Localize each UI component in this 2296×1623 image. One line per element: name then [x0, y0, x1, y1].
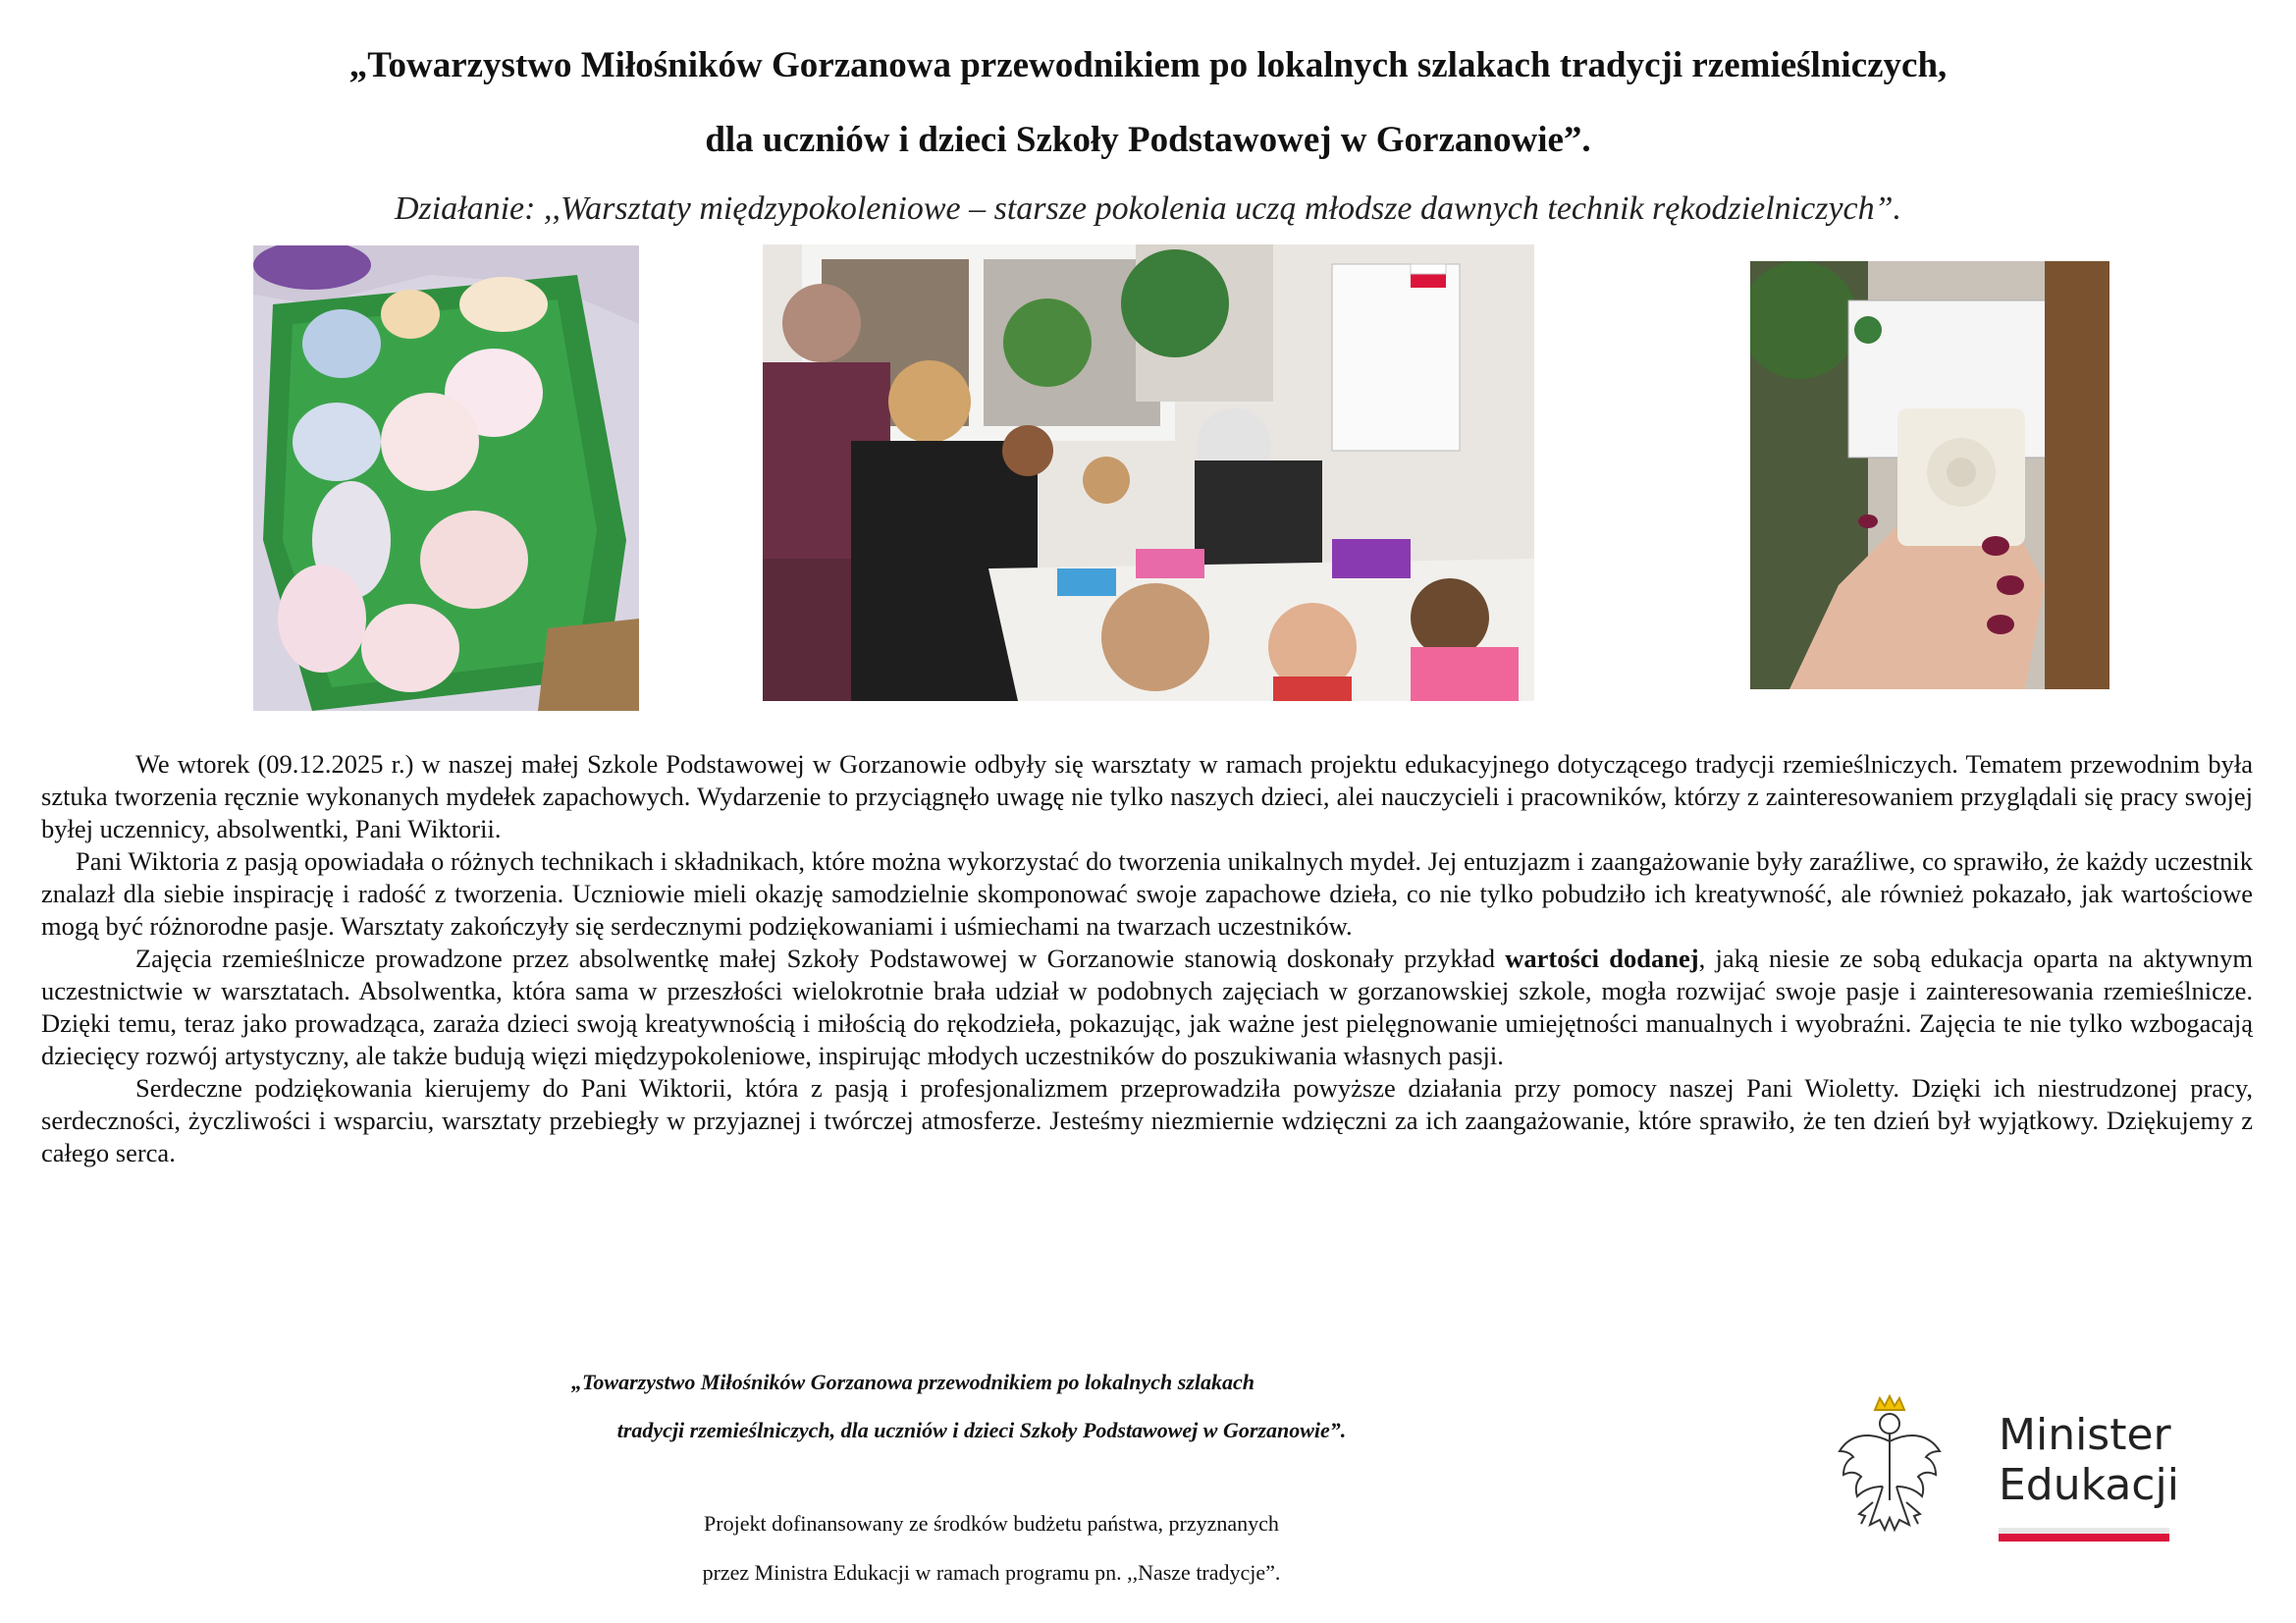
logo-text-edukacji: Edukacji	[1999, 1460, 2179, 1510]
document-title-line-2: dla uczniów i dzieci Szkoły Podstawowej w Gorzanowie”.	[705, 120, 1591, 160]
polish-eagle-icon	[1836, 1392, 1944, 1544]
paragraph-3	[41, 943, 2253, 1072]
flag-red-stripe	[1999, 1534, 2169, 1542]
paragraph-3-start: Zajęcia rzemieślnicze prowadzone przez absolwentkę małej Szkoły Podstawowej w Gorzanowie stanowią doskonały przykład	[135, 944, 1506, 973]
handmade-soap-in-hand-photo	[1750, 261, 2109, 689]
action-subtitle: Działanie: ,,Warsztaty międzypokoleniowe – starsze pokolenia uczą młodsze dawnych technik rękodzielniczych”.	[394, 190, 1902, 227]
logo-text-minister: Minister	[1999, 1410, 2171, 1460]
footer-project-line-2: tradycji rzemieślniczych, dla uczniów i dzieci Szkoły Podstawowej w Gorzanowie”.	[616, 1418, 1347, 1442]
footer-funding-line-2: przez Ministra Edukacji w ramach programu pn. ,,Nasze tradycje”.	[702, 1560, 1281, 1585]
workshop-table-photo	[763, 244, 1534, 701]
paragraph-3-bold: wartości dodanej	[1505, 944, 1699, 973]
soap-molds-photo	[253, 245, 639, 711]
paragraph-2: Pani Wiktoria z pasją opowiadała o różnych technikach i składnikach, które można wykorzystać do tworzenia unikalnych mydeł. Jej entuzjazm i zaangażowanie były zaraźliwe, co sprawiło, że każdy uczestnik znalazł dla siebie inspirację i radość z tworzenia. Uczniowie mieli okazję samodzielnie skomponować swoje zapachowe dzieła, co nie tylko pobudziło ich kreatywność, ale również pokazało, jak wartościowe mogą być różnorodne pasje. Warsztaty zakończyły się serdecznymi podziękowaniami i uśmiechami na twarzach uczestników.	[41, 846, 2253, 941]
article-body	[41, 748, 2253, 1169]
paragraph-4: Serdeczne podziękowania kierujemy do Pani Wiktorii, która z pasją i profesjonalizmem przeprowadziła powyższe działania przy pomocy naszej Pani Wioletty. Dzięki ich niestrudzonej pracy, serdeczności, życzliwości i wsparciu, warsztaty przebiegły w przyjaznej i twórczej atmosferze. Jesteśmy niezmiernie wdzięczni za ich zaangażowanie, które sprawiło, że ten dzień był wyjątkowy. Dziękujemy z całego serca.	[41, 1073, 2253, 1167]
document-title-line-1: „Towarzystwo Miłośników Gorzanowa przewodnikiem po lokalnych szlakach tradycji rzemieślniczych,	[348, 45, 1948, 85]
paragraph-1: We wtorek (09.12.2025 r.) w naszej małej Szkole Podstawowej w Gorzanowie odbyły się warsztaty w ramach projektu edukacyjnego dotyczącego tradycji rzemieślniczych. Tematem przewodnim była sztuka tworzenia ręcznie wykonanych mydełek zapachowych. Wydarzenie to przyciągnęło uwagę nie tylko naszych dzieci, alei nauczycieli i pracowników, którzy z zainteresowaniem przyglądali się pracy swojej byłej uczennicy, absolwentki, Pani Wiktorii.	[41, 749, 2253, 843]
paragraph-3-end: , jaką niesie ze sobą edukacja oparta na aktywnym uczestnictwie w warsztatach. Absolwentka, która sama w przeszłości wielokrotnie brała udział w podobnych zajęciach w gorzanowskiej szkole, mogła rozwijać swoje pasje i zainteresowania rzemieślnicze. Dzięki temu, teraz jako prowadząca, zaraża dzieci swoją kreatywnością i miłością do rękodzieła, pokazując, jak ważne jest pielęgnowanie umiejętności manualnych i wyobraźni. Zajęcia te nie tylko wzbogacają dziecięcy rozwój artystyczny, ale także budują więzi międzypokoleniowe, inspirując młodych uczestników do poszukiwania własnych pasji.	[41, 944, 2253, 1070]
footer-funding-line-1: Projekt dofinansowany ze środków budżetu państwa, przyznanych	[704, 1511, 1279, 1536]
minister-edukacji-logo	[1836, 1392, 2189, 1559]
footer-project-line-1: „Towarzystwo Miłośników Gorzanowa przewodnikiem po lokalnych szlakach	[571, 1370, 1255, 1394]
